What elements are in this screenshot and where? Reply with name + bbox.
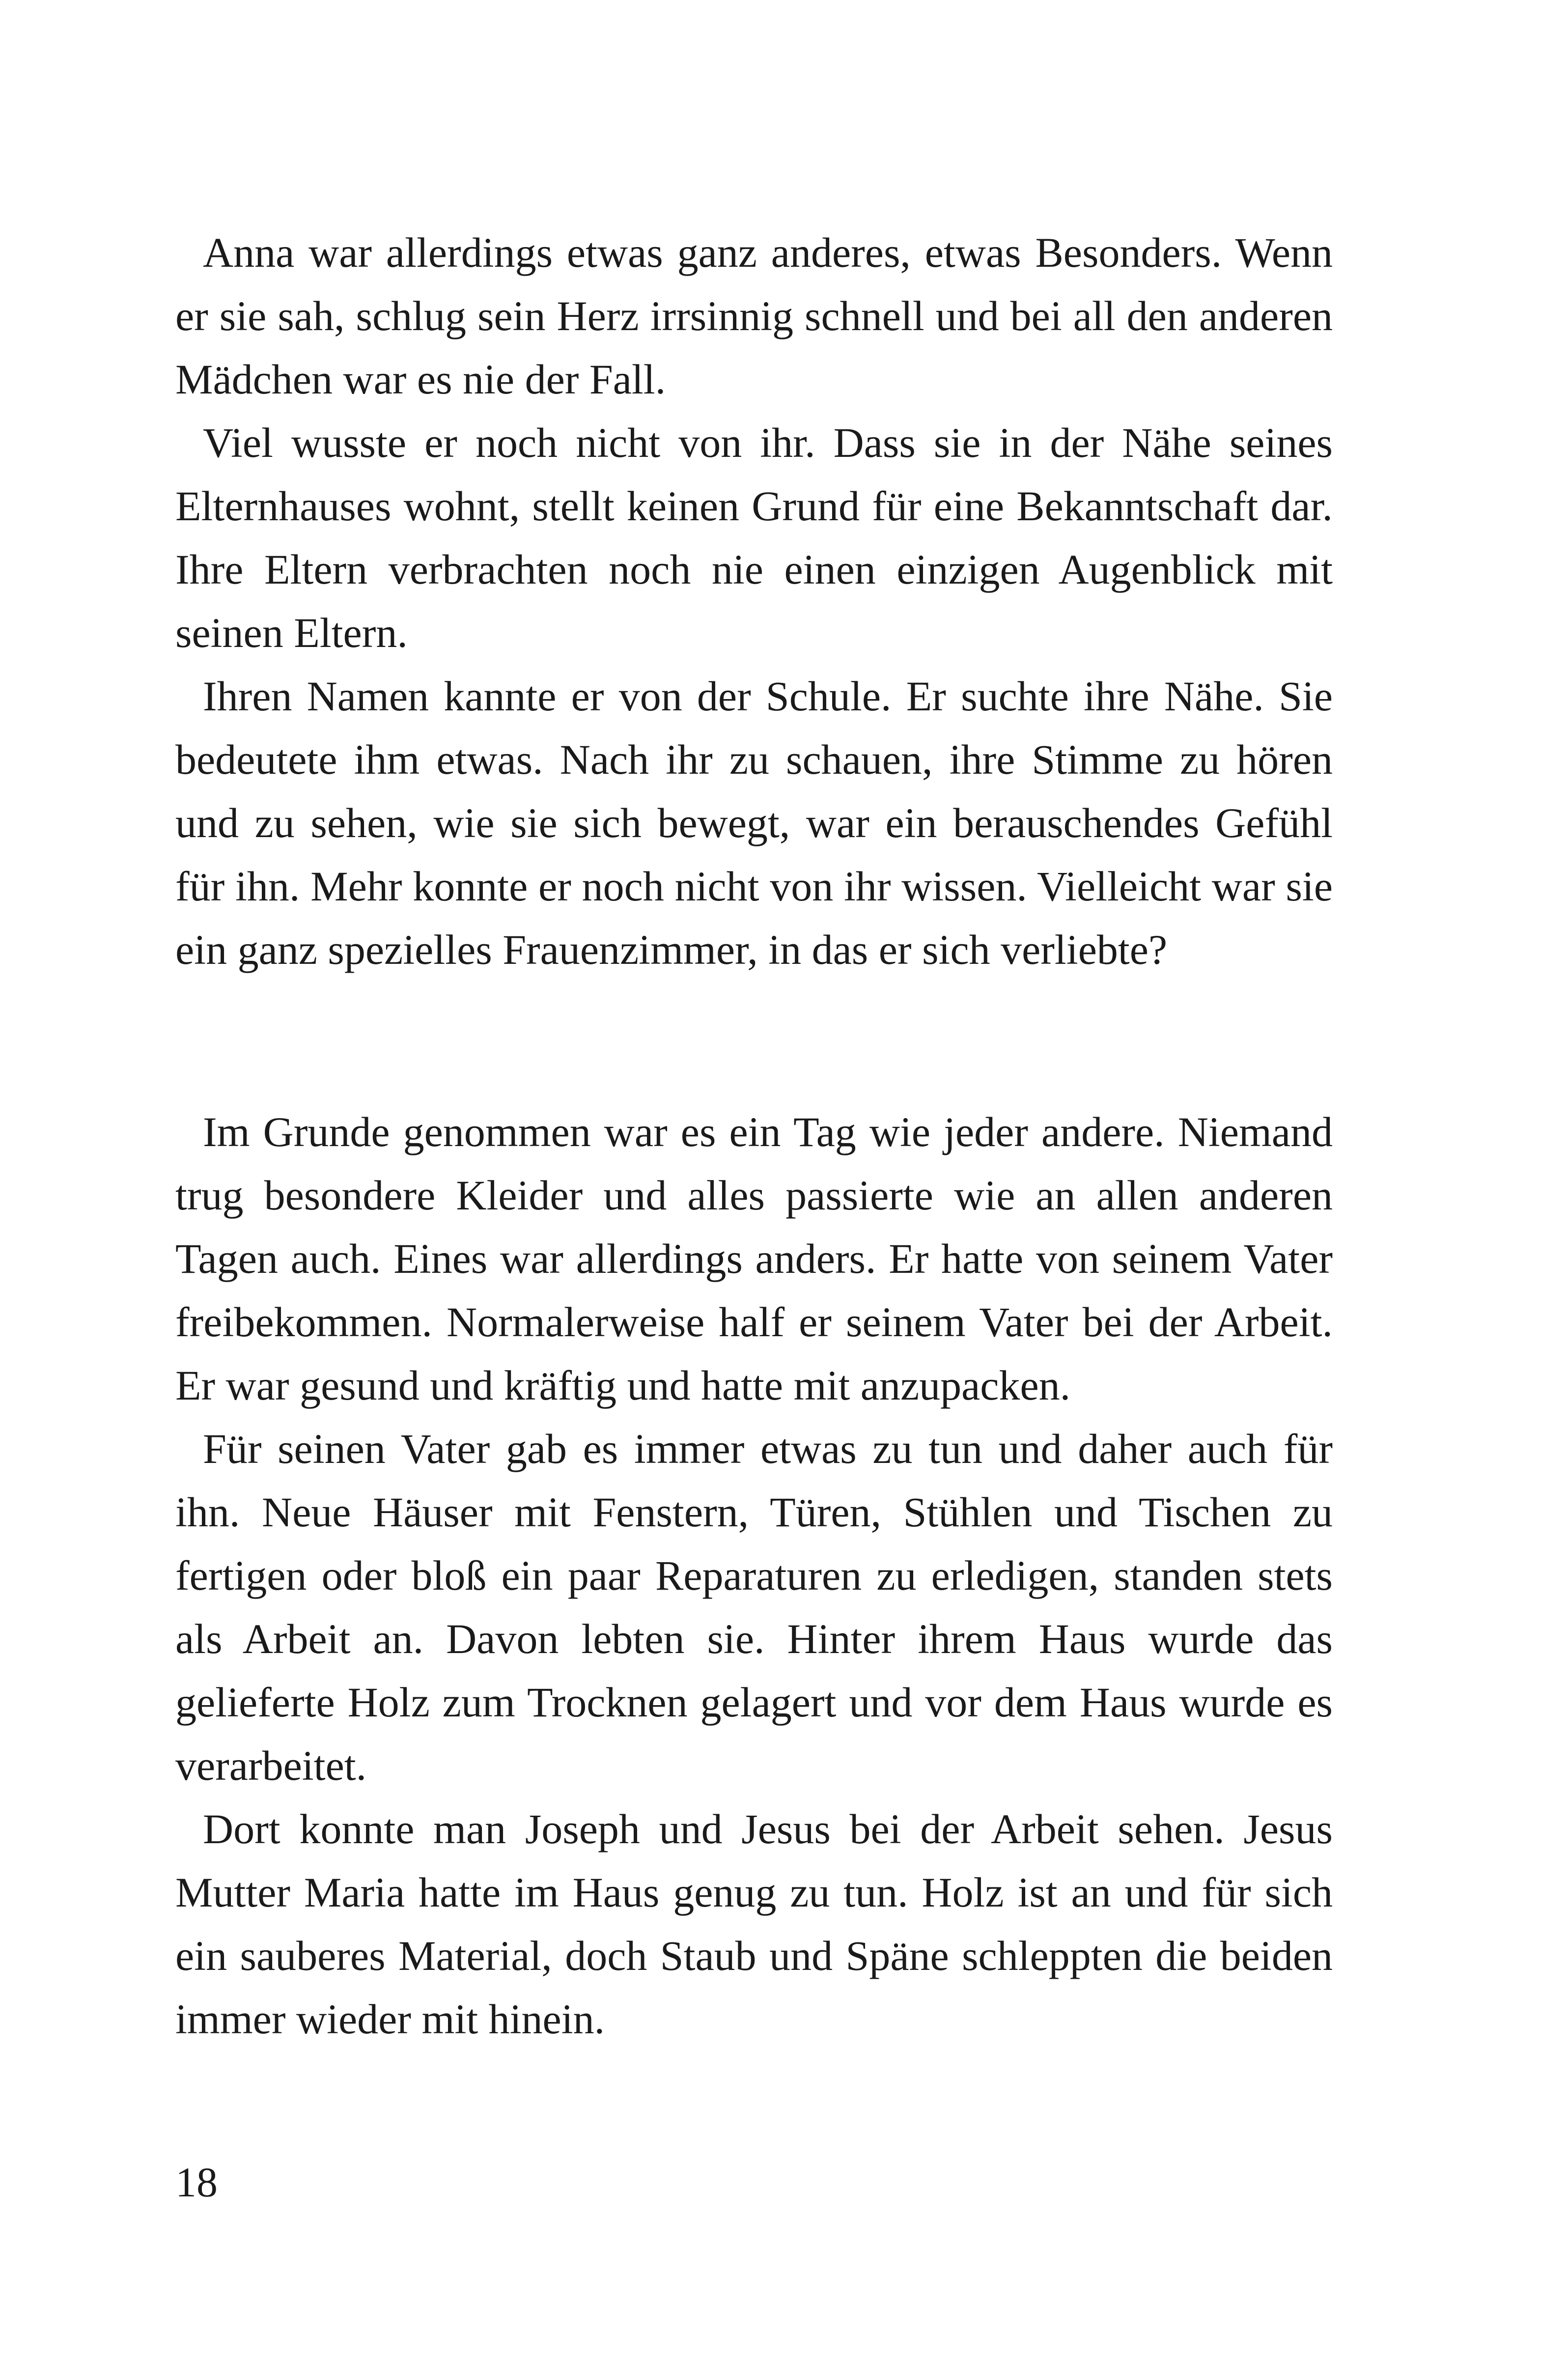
paragraph: Ihren Namen kannte er von der Schule. Er suchte ihre Nähe. Sie bedeutete ihm etwas. Nach ihr zu schauen, ihre Stimme zu hören und zu sehen, wie sie sich bewegt, war ein berauschendes Gefühl für ihn. Mehr konnte er noch nicht von ihr wissen. Vielleicht war sie ein ganz spezielles Frauenzimmer, in das er sich verliebte? — [175, 673, 1333, 973]
paragraph: Im Grunde genommen war es ein Tag wie jeder andere. Niemand trug besondere Kleider und alles passierte wie an allen anderen Tagen auch. Eines war allerdings anders. Er hatte von seinem Vater freibekommen. Normalerweise half er seinem Vater bei der Arbeit. Er war gesund und kräftig und hatte mit anzupacken. — [175, 1108, 1333, 1409]
paragraph: Für seinen Vater gab es immer etwas zu tun und daher auch für ihn. Neue Häuser mit Fenstern, Türen, Stühlen und Tischen zu fertigen oder bloß ein paar Reparaturen zu erledigen, standen stets als Arbeit an. Davon lebten sie. Hinter ihrem Haus wurde das gelieferte Holz zum Trocknen gelagert und vor dem Haus wurde es verarbeitet. — [175, 1425, 1333, 1789]
text-section-1 — [175, 221, 1333, 982]
paragraph: Dort konnte man Joseph und Jesus bei der Arbeit sehen. Jesus Mutter Maria hatte im Haus genug zu tun. Holz ist an und für sich ein sauberes Material, doch Staub und Späne schleppten die beiden immer wieder mit hinein. — [175, 1805, 1333, 2043]
page-number: 18 — [175, 2159, 218, 2206]
text-section-2 — [175, 1100, 1333, 2051]
paragraph: Viel wusste er noch nicht von ihr. Dass sie in der Nähe seines Elternhauses wohnt, stellt keinen Grund für eine Bekanntschaft dar. Ihre Eltern verbrachten noch nie einen einzigen Augenblick mit seinen Eltern. — [175, 419, 1333, 656]
paragraph: Anna war allerdings etwas ganz anderes, etwas Besonders. Wenn er sie sah, schlug sein Herz irrsinnig schnell und bei all den anderen Mädchen war es nie der Fall. — [175, 229, 1333, 403]
